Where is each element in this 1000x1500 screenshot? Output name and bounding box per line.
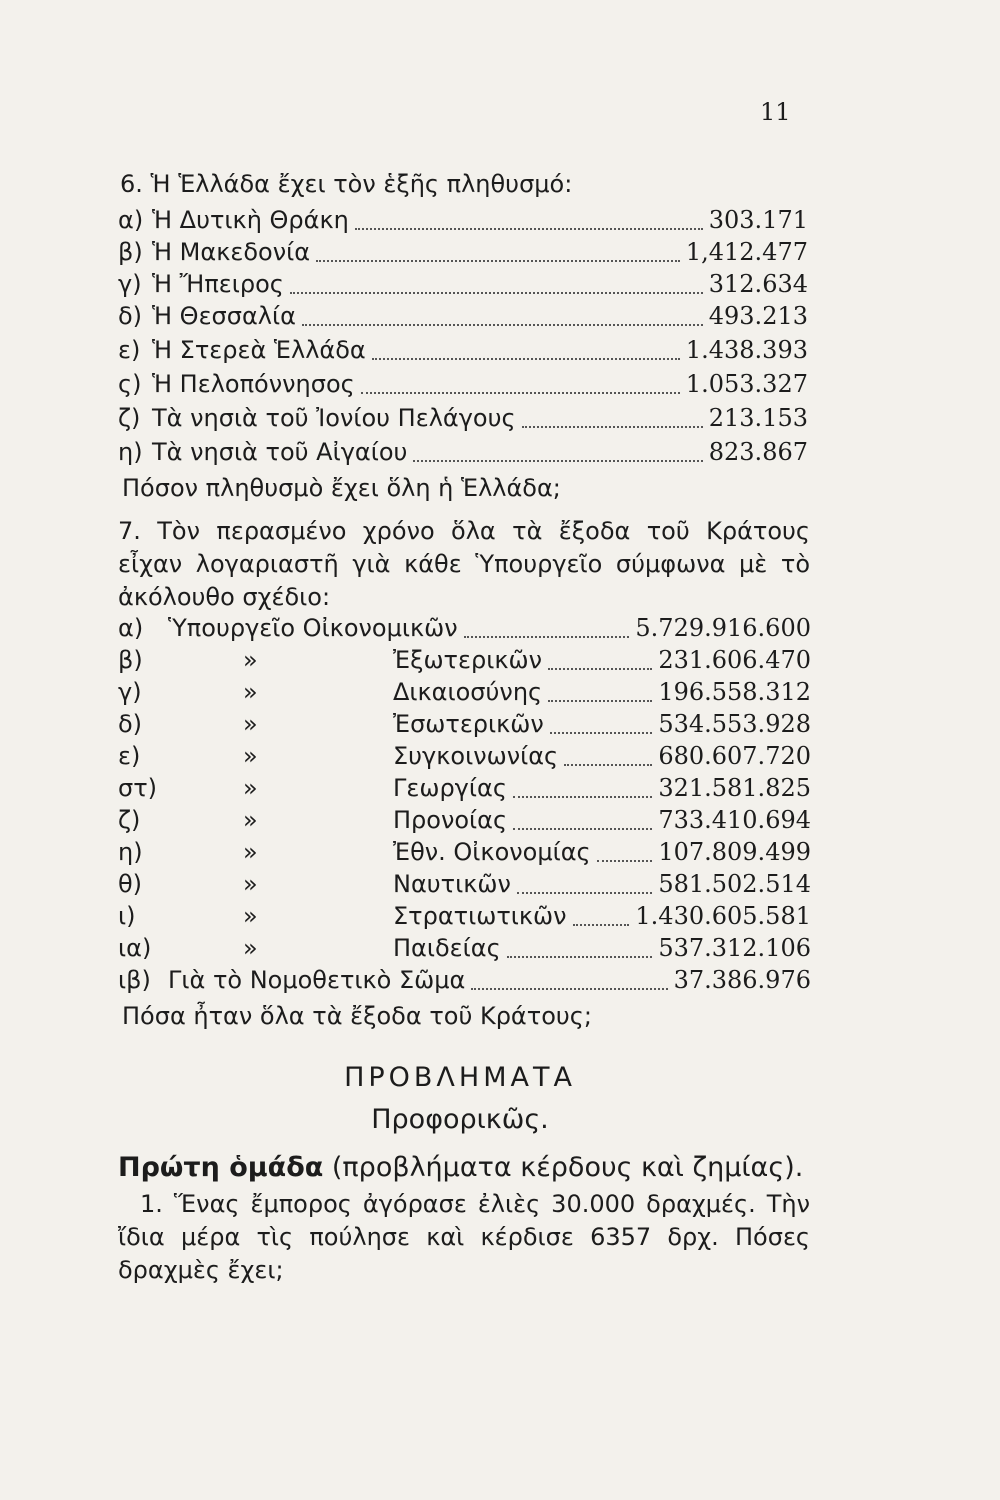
row-label: ζ) bbox=[118, 404, 141, 432]
dot-leader bbox=[522, 425, 703, 428]
region-name: Ἡ Πελοπόννησος bbox=[152, 370, 355, 398]
row-label: ι) bbox=[118, 902, 136, 930]
row-label: δ) bbox=[118, 302, 143, 330]
dot-leader bbox=[302, 323, 703, 326]
dot-leader bbox=[464, 635, 630, 638]
population-value: 1.053.327 bbox=[685, 370, 808, 398]
expense-row bbox=[118, 902, 811, 934]
expense-row bbox=[118, 678, 811, 710]
expense-row bbox=[118, 614, 811, 646]
dot-leader bbox=[564, 763, 652, 766]
ditto-mark: » bbox=[243, 710, 258, 738]
ministry-name: Ὑπουργεῖο Οἰκονομικῶν bbox=[168, 614, 458, 642]
expense-value: 537.312.106 bbox=[658, 934, 811, 962]
row-label: η) bbox=[118, 438, 143, 466]
problem-1: 1. Ἕνας ἔμπορος ἀγόρασε ἐλιὲς 30.000 δραχμές. Τὴν ἴδια μέρα τὶς πούλησε καὶ κέρδισε 6357 δρχ. Πόσες δραχμὲς ἔχει; bbox=[118, 1190, 810, 1284]
section-7-intro: 7. Τὸν περασμένο χρόνο ὅλα τὰ ἔξοδα τοῦ Κράτους εἶχαν λογαριαστῆ γιὰ κάθε Ὑπουργεῖο σύμφωνα μὲ τὸ ἀκόλουθο σχέδιο: bbox=[118, 517, 810, 611]
ditto-mark: » bbox=[243, 742, 258, 770]
row-label: δ) bbox=[118, 710, 143, 738]
region-name: Ἡ Θεσσαλία bbox=[152, 302, 296, 330]
dot-leader bbox=[372, 357, 680, 360]
row-label: η) bbox=[118, 838, 143, 866]
problems-subtitle: Προφορικῶς. bbox=[371, 1104, 549, 1135]
region-name: Ἡ Μακεδονία bbox=[152, 238, 311, 266]
dot-leader bbox=[290, 291, 703, 294]
expense-value: 107.809.499 bbox=[658, 838, 811, 866]
expense-value: 37.386.976 bbox=[673, 966, 811, 994]
expense-row bbox=[118, 838, 811, 870]
ditto-mark: » bbox=[243, 806, 258, 834]
dot-leader bbox=[361, 391, 680, 394]
section-6-heading: 6. Ἡ Ἑλλάδα ἔχει τὸν ἑξῆς πληθυσμό: bbox=[120, 170, 573, 198]
ministry-name: Ἐθν. Οἰκονομίας bbox=[393, 838, 591, 866]
expense-value: 231.606.470 bbox=[658, 646, 811, 674]
row-label: ε) bbox=[118, 742, 141, 770]
population-value: 213.153 bbox=[708, 404, 808, 432]
dot-leader bbox=[573, 923, 630, 926]
ministry-name: Προνοίας bbox=[393, 806, 508, 834]
ditto-mark: » bbox=[243, 902, 258, 930]
row-label: α) bbox=[118, 614, 144, 642]
row-label: ς) bbox=[118, 370, 142, 398]
dot-leader bbox=[597, 859, 653, 862]
dot-leader bbox=[548, 667, 652, 670]
region-name: Ἡ Ἤπειρος bbox=[152, 270, 284, 298]
population-row bbox=[118, 404, 808, 436]
dot-leader bbox=[517, 891, 652, 894]
expense-value: 680.607.720 bbox=[658, 742, 811, 770]
population-value: 1,412.477 bbox=[685, 238, 808, 266]
group-description: (προβλήματα κέρδους καὶ ζημίας). bbox=[323, 1152, 804, 1183]
expense-value: 1.430.605.581 bbox=[635, 902, 811, 930]
ministry-name: Γιὰ τὸ Νομοθετικὸ Σῶμα bbox=[168, 966, 466, 994]
population-row bbox=[118, 238, 808, 270]
dot-leader bbox=[550, 731, 653, 734]
group-title: Πρώτη ὁμάδα bbox=[118, 1152, 324, 1183]
expense-row bbox=[118, 774, 811, 806]
ministry-name: Δικαιοσύνης bbox=[393, 678, 543, 706]
dot-leader bbox=[316, 259, 680, 262]
expense-value: 534.553.928 bbox=[658, 710, 811, 738]
expense-row bbox=[118, 934, 811, 966]
expense-value: 581.502.514 bbox=[658, 870, 811, 898]
expense-row bbox=[118, 870, 811, 902]
expense-value: 733.410.694 bbox=[658, 806, 811, 834]
expense-value: 5.729.916.600 bbox=[635, 614, 811, 642]
ministry-name: Ἐσωτερικῶν bbox=[393, 710, 544, 738]
region-name: Ἡ Στερεὰ Ἑλλάδα bbox=[152, 336, 366, 364]
ministry-name: Στρατιωτικῶν bbox=[393, 902, 567, 930]
page-number: 11 bbox=[760, 98, 791, 126]
dot-leader bbox=[471, 987, 667, 990]
dot-leader bbox=[513, 827, 652, 830]
row-label: στ) bbox=[118, 774, 158, 802]
ditto-mark: » bbox=[243, 678, 258, 706]
population-value: 823.867 bbox=[708, 438, 808, 466]
region-name: Ἡ Δυτικὴ Θράκη bbox=[152, 206, 349, 234]
population-row bbox=[118, 438, 808, 470]
region-name: Τὰ νησιὰ τοῦ Αἰγαίου bbox=[152, 438, 408, 466]
ditto-mark: » bbox=[243, 934, 258, 962]
ditto-mark: » bbox=[243, 646, 258, 674]
expense-row bbox=[118, 806, 811, 838]
row-label: θ) bbox=[118, 870, 143, 898]
row-label: ε) bbox=[118, 336, 141, 364]
region-name: Τὰ νησιὰ τοῦ Ἰονίου Πελάγους bbox=[152, 404, 516, 432]
problems-title: ΠΡΟΒΛΗΜΑΤΑ bbox=[344, 1062, 576, 1093]
expense-row bbox=[118, 710, 811, 742]
ministry-name: Ναυτικῶν bbox=[393, 870, 511, 898]
problem-group-heading bbox=[118, 1152, 803, 1183]
row-label: ιβ) bbox=[118, 966, 151, 994]
row-label: α) bbox=[118, 206, 144, 234]
ministry-name: Γεωργίας bbox=[393, 774, 507, 802]
ditto-mark: » bbox=[243, 838, 258, 866]
ministry-name: Παιδείας bbox=[393, 934, 501, 962]
row-label: β) bbox=[118, 646, 143, 674]
row-label: β) bbox=[118, 238, 143, 266]
row-label: ζ) bbox=[118, 806, 141, 834]
row-label: γ) bbox=[118, 678, 142, 706]
expense-row bbox=[118, 966, 811, 998]
population-row bbox=[118, 370, 808, 402]
row-label: γ) bbox=[118, 270, 142, 298]
population-value: 303.171 bbox=[708, 206, 808, 234]
population-value: 493.213 bbox=[708, 302, 808, 330]
ministry-name: Ἐξωτερικῶν bbox=[393, 646, 542, 674]
ministry-name: Συγκοινωνίας bbox=[393, 742, 559, 770]
population-value: 312.634 bbox=[708, 270, 808, 298]
population-row bbox=[118, 270, 808, 302]
section-6-question: Πόσον πληθυσμὸ ἔχει ὅλη ἡ Ἑλλάδα; bbox=[122, 474, 561, 502]
expense-row bbox=[118, 742, 811, 774]
dot-leader bbox=[548, 699, 652, 702]
population-row bbox=[118, 302, 808, 334]
dot-leader bbox=[413, 459, 702, 462]
expense-row bbox=[118, 646, 811, 678]
expense-value: 196.558.312 bbox=[658, 678, 811, 706]
population-row bbox=[118, 206, 808, 238]
expense-value: 321.581.825 bbox=[658, 774, 811, 802]
ditto-mark: » bbox=[243, 774, 258, 802]
dot-leader bbox=[513, 795, 652, 798]
ditto-mark: » bbox=[243, 870, 258, 898]
population-row bbox=[118, 336, 808, 368]
dot-leader bbox=[355, 227, 703, 230]
section-7-question: Πόσα ἦταν ὅλα τὰ ἔξοδα τοῦ Κράτους; bbox=[122, 1002, 592, 1030]
population-value: 1.438.393 bbox=[685, 336, 808, 364]
row-label: ια) bbox=[118, 934, 152, 962]
dot-leader bbox=[507, 955, 653, 958]
